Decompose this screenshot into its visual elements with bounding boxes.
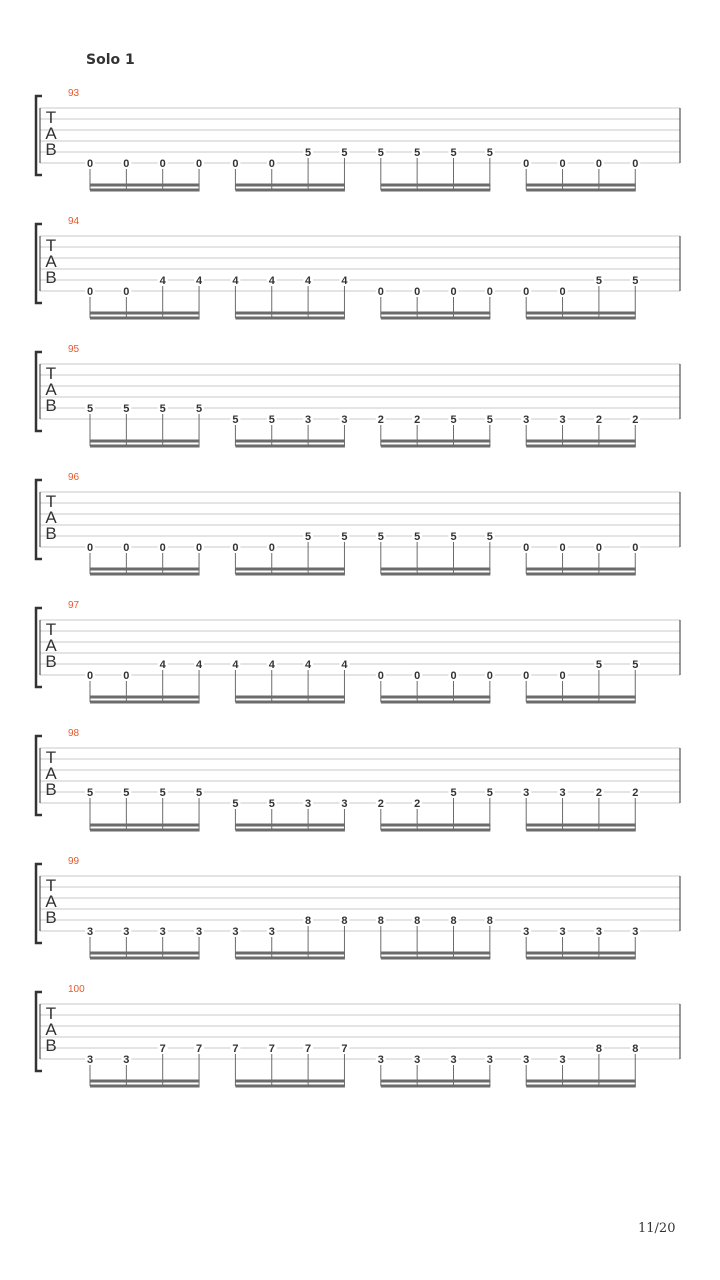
fret-number: 3 xyxy=(159,926,166,938)
tab-system xyxy=(36,344,680,446)
fret-number: 0 xyxy=(123,286,130,298)
fret-number: 3 xyxy=(559,414,566,426)
fret-number: 0 xyxy=(559,286,566,298)
fret-number: 4 xyxy=(232,659,239,671)
bar-number: 95 xyxy=(68,344,80,355)
bar-number: 94 xyxy=(68,216,80,227)
fret-number: 4 xyxy=(195,275,203,287)
fret-number: 2 xyxy=(377,414,384,426)
fret-number: 0 xyxy=(268,542,275,554)
fret-number: 8 xyxy=(632,1043,639,1055)
fret-number: 2 xyxy=(595,414,602,426)
fret-number: 5 xyxy=(450,414,457,426)
fret-number: 5 xyxy=(595,275,602,287)
tab-clef-letter: T xyxy=(45,364,57,383)
fret-number: 5 xyxy=(450,147,457,159)
fret-number: 3 xyxy=(559,1054,566,1066)
tab-clef-letter: A xyxy=(45,380,57,399)
fret-number: 0 xyxy=(86,670,94,682)
fret-number: 5 xyxy=(450,787,457,799)
fret-number: 5 xyxy=(86,403,94,415)
tab-system xyxy=(36,472,680,574)
tab-clef-letter: B xyxy=(45,396,57,415)
fret-number: 5 xyxy=(414,147,421,159)
fret-number: 0 xyxy=(450,286,457,298)
tab-clef-letter: T xyxy=(45,620,57,639)
fret-number: 0 xyxy=(450,670,457,682)
fret-number: 0 xyxy=(232,158,239,170)
tab-system xyxy=(36,856,680,958)
tab-clef-letter: T xyxy=(45,108,57,127)
tab-clef-letter: A xyxy=(45,508,57,527)
fret-number: 3 xyxy=(632,926,639,938)
fret-number: 8 xyxy=(414,915,421,927)
fret-number: 5 xyxy=(305,531,312,543)
fret-number: 3 xyxy=(523,926,530,938)
fret-number: 3 xyxy=(486,1054,493,1066)
fret-number: 3 xyxy=(523,414,530,426)
fret-number: 5 xyxy=(377,147,384,159)
fret-number: 8 xyxy=(450,915,457,927)
fret-number: 0 xyxy=(414,670,421,682)
tab-clef-letter: B xyxy=(45,524,57,543)
fret-number: 5 xyxy=(632,659,639,671)
bar-number: 96 xyxy=(68,472,80,483)
tab-system xyxy=(36,216,680,318)
fret-number: 5 xyxy=(232,798,239,810)
tab-system xyxy=(36,88,680,190)
tab-clef-letter: A xyxy=(45,892,57,911)
fret-number: 5 xyxy=(195,787,203,799)
fret-number: 5 xyxy=(341,147,348,159)
fret-number: 5 xyxy=(159,403,166,415)
page-number: 11/20 xyxy=(638,1221,676,1236)
fret-number: 0 xyxy=(523,670,530,682)
fret-number: 3 xyxy=(559,926,566,938)
fret-number: 8 xyxy=(341,915,348,927)
fret-number: 4 xyxy=(159,275,166,287)
tab-clef-letter: T xyxy=(45,876,57,895)
tab-clef-letter: T xyxy=(45,748,57,767)
fret-number: 5 xyxy=(159,787,166,799)
fret-number: 5 xyxy=(305,147,312,159)
fret-number: 3 xyxy=(523,787,530,799)
fret-number: 4 xyxy=(305,275,312,287)
tab-clef-letter: B xyxy=(45,780,57,799)
fret-number: 4 xyxy=(305,659,312,671)
fret-number: 0 xyxy=(377,670,384,682)
fret-number: 3 xyxy=(232,926,239,938)
fret-number: 2 xyxy=(632,414,639,426)
tab-clef-letter: B xyxy=(45,140,57,159)
fret-number: 3 xyxy=(86,926,94,938)
fret-number: 0 xyxy=(195,158,203,170)
fret-number: 8 xyxy=(595,1043,602,1055)
fret-number: 7 xyxy=(232,1043,239,1055)
fret-number: 3 xyxy=(123,926,130,938)
tab-clef-letter: T xyxy=(45,236,57,255)
fret-number: 3 xyxy=(450,1054,457,1066)
fret-number: 0 xyxy=(86,286,94,298)
tab-clef-letter: T xyxy=(45,1004,57,1023)
fret-number: 5 xyxy=(486,531,493,543)
fret-number: 0 xyxy=(632,542,639,554)
fret-number: 5 xyxy=(486,787,493,799)
fret-number: 0 xyxy=(559,158,566,170)
fret-number: 3 xyxy=(305,414,312,426)
fret-number: 0 xyxy=(195,542,203,554)
fret-number: 0 xyxy=(523,286,530,298)
fret-number: 5 xyxy=(268,798,275,810)
fret-number: 5 xyxy=(123,403,130,415)
fret-number: 5 xyxy=(268,414,275,426)
tab-clef-letter: A xyxy=(45,764,57,783)
fret-number: 0 xyxy=(377,286,384,298)
fret-number: 3 xyxy=(559,787,566,799)
fret-number: 0 xyxy=(86,542,94,554)
bar-number: 93 xyxy=(68,88,80,99)
fret-number: 5 xyxy=(595,659,602,671)
fret-number: 7 xyxy=(268,1043,275,1055)
fret-number: 0 xyxy=(232,542,239,554)
fret-number: 0 xyxy=(523,158,530,170)
tab-clef-letter: A xyxy=(45,636,57,655)
fret-number: 2 xyxy=(632,787,639,799)
fret-number: 0 xyxy=(595,542,602,554)
fret-number: 7 xyxy=(159,1043,166,1055)
fret-number: 3 xyxy=(195,926,203,938)
fret-number: 0 xyxy=(523,542,530,554)
section-title: Solo 1 xyxy=(86,52,135,68)
fret-number: 8 xyxy=(486,915,493,927)
fret-number: 0 xyxy=(159,542,166,554)
fret-number: 4 xyxy=(268,275,275,287)
bar-number: 99 xyxy=(68,856,80,867)
fret-number: 5 xyxy=(232,414,239,426)
bar-number: 98 xyxy=(68,728,80,739)
fret-number: 0 xyxy=(268,158,275,170)
fret-number: 3 xyxy=(86,1054,94,1066)
fret-number: 5 xyxy=(486,147,493,159)
fret-number: 0 xyxy=(86,158,94,170)
fret-number: 0 xyxy=(123,158,130,170)
tab-clef-letter: T xyxy=(45,492,57,511)
fret-number: 0 xyxy=(123,542,130,554)
fret-number: 3 xyxy=(523,1054,530,1066)
fret-number: 2 xyxy=(377,798,384,810)
fret-number: 8 xyxy=(377,915,384,927)
tab-clef-letter: B xyxy=(45,908,57,927)
tab-system xyxy=(36,728,680,830)
tab-clef-letter: B xyxy=(45,1036,57,1055)
fret-number: 7 xyxy=(195,1043,203,1055)
fret-number: 8 xyxy=(305,915,312,927)
fret-number: 3 xyxy=(341,798,348,810)
fret-number: 0 xyxy=(159,158,166,170)
tab-clef-letter: A xyxy=(45,1020,57,1039)
tab-system xyxy=(36,600,680,702)
fret-number: 7 xyxy=(341,1043,348,1055)
fret-number: 5 xyxy=(123,787,130,799)
fret-number: 2 xyxy=(595,787,602,799)
fret-number: 4 xyxy=(341,659,348,671)
fret-number: 2 xyxy=(414,414,421,426)
tab-system xyxy=(36,984,680,1086)
fret-number: 3 xyxy=(123,1054,130,1066)
fret-number: 5 xyxy=(414,531,421,543)
fret-number: 0 xyxy=(123,670,130,682)
tab-clef-letter: B xyxy=(45,268,57,287)
tab-clef-letter: B xyxy=(45,652,57,671)
fret-number: 3 xyxy=(595,926,602,938)
tab-clef-letter: A xyxy=(45,252,57,271)
fret-number: 5 xyxy=(486,414,493,426)
fret-number: 4 xyxy=(232,275,239,287)
bar-number: 97 xyxy=(68,600,80,611)
fret-number: 2 xyxy=(414,798,421,810)
fret-number: 7 xyxy=(305,1043,312,1055)
fret-number: 3 xyxy=(268,926,275,938)
fret-number: 4 xyxy=(195,659,203,671)
fret-number: 4 xyxy=(341,275,348,287)
fret-number: 0 xyxy=(595,158,602,170)
fret-number: 0 xyxy=(632,158,639,170)
fret-number: 0 xyxy=(486,670,493,682)
fret-number: 3 xyxy=(305,798,312,810)
fret-number: 0 xyxy=(559,670,566,682)
fret-number: 5 xyxy=(377,531,384,543)
fret-number: 3 xyxy=(377,1054,384,1066)
fret-number: 0 xyxy=(414,286,421,298)
fret-number: 5 xyxy=(341,531,348,543)
fret-number: 3 xyxy=(341,414,348,426)
fret-number: 5 xyxy=(632,275,639,287)
fret-number: 5 xyxy=(86,787,94,799)
bar-number: 100 xyxy=(68,984,85,995)
fret-number: 4 xyxy=(159,659,166,671)
fret-number: 0 xyxy=(559,542,566,554)
fret-number: 0 xyxy=(486,286,493,298)
tab-clef-letter: A xyxy=(45,124,57,143)
fret-number: 4 xyxy=(268,659,275,671)
fret-number: 5 xyxy=(195,403,203,415)
fret-number: 5 xyxy=(450,531,457,543)
fret-number: 3 xyxy=(414,1054,421,1066)
